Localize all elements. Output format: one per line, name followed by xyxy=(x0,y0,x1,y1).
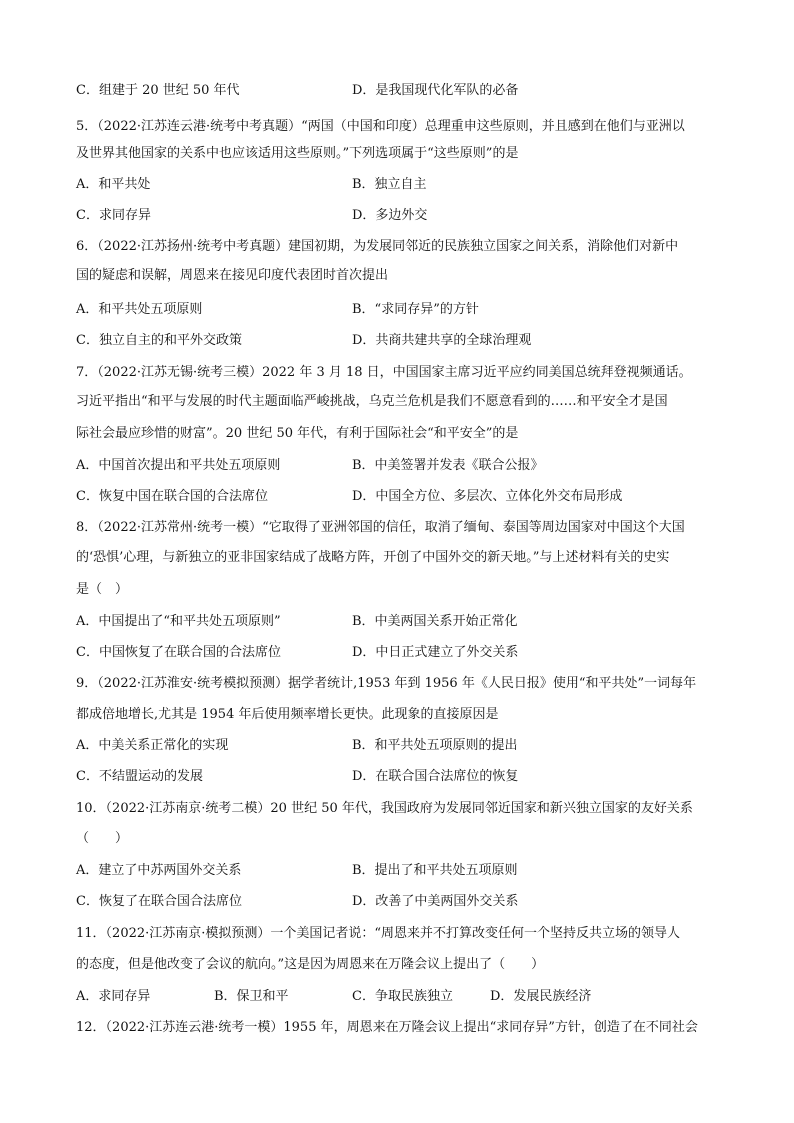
option-c: C．中国恢复了在联合国的合法席位 xyxy=(76,645,281,660)
option-c: C．争取民族独立 xyxy=(352,989,453,1004)
option-c: C．恢复中国在联合国的合法席位 xyxy=(76,489,268,504)
option-d: D．发展民族经济 xyxy=(490,989,592,1004)
question-8-options-cd xyxy=(76,644,736,662)
question-11-stem: 11．（2022·江苏南京·模拟预测）一个美国记者说：“周恩来并不打算改变任何一个坚持反共立场的领导人 xyxy=(76,926,681,941)
option-b: B．独立自主 xyxy=(352,177,427,192)
question-10-stem: 10．（2022·江苏南京·统考二模）20 世纪 50 年代，我国政府为发展同邻近国家和新兴独立国家的友好关系 xyxy=(76,801,693,816)
question-5-options-cd xyxy=(76,207,736,225)
option-a: A．和平共处 xyxy=(76,177,151,192)
question-6-stem: 6．（2022·江苏扬州·统考中考真题）建国初期，为发展同邻近的民族独立国家之间关系，消除他们对新中 xyxy=(76,239,679,254)
question-7-stem-cont: 习近平指出“和平与发展的时代主题面临严峻挑战，乌克兰危机是我们不愿意看到的……和平安全才是国 xyxy=(76,394,668,409)
question-7-stem: 7．（2022·江苏无锡·统考三模）2022 年 3 月 18 日，中国国家主席习近平应约同美国总统拜登视频通话。 xyxy=(76,365,692,380)
question-5-stem-cont: 及世界其他国家的关系中也应该适用这些原则。”下列选项属于“这些原则”的是 xyxy=(76,146,519,161)
option-d: D．共商共建共享的全球治理观 xyxy=(352,333,532,348)
question-12-stem: 12．（2022·江苏连云港·统考一模）1955 年，周恩来在万隆会议上提出“求同存异”方针，创造了在不同社会 xyxy=(76,1020,698,1035)
option-b: B．提出了和平共处五项原则 xyxy=(352,863,518,878)
question-7-stem-cont: 际社会最应珍惜的财富”。20 世纪 50 年代，有利于国际社会“和平安全”的是 xyxy=(76,426,519,441)
option-d: D．是我国现代化军队的必备 xyxy=(352,83,519,98)
question-8-stem-cont: 的‘恐惧’心理，与新独立的亚非国家结成了战略方阵，开创了中国外交的新天地。”与上述材料有关的史实 xyxy=(76,550,670,565)
option-a: A．建立了中苏两国外交关系 xyxy=(76,863,242,878)
option-a: A．中美关系正常化的实现 xyxy=(76,738,229,753)
option-c: C．求同存异 xyxy=(76,208,151,223)
option-a: A．中国提出了“和平共处五项原则” xyxy=(76,614,281,629)
option-b: B．中美签署并发表《联合公报》 xyxy=(352,458,544,473)
question-11-stem-cont: 的态度，但是他改变了会议的航向。”这是因为周恩来在万隆会议上提出了（ ） xyxy=(76,957,545,972)
option-b: B．保卫和平 xyxy=(214,989,289,1004)
option-d: D．改善了中美两国外交关系 xyxy=(352,894,519,909)
option-a: A．和平共处五项原则 xyxy=(76,302,203,317)
question-10-options-ab xyxy=(76,862,736,880)
option-b: B．中美两国关系开始正常化 xyxy=(352,614,518,629)
question-11-options xyxy=(76,988,736,1006)
question-6-stem-cont: 国的疑虑和误解，周恩来在接见印度代表团时首次提出 xyxy=(76,268,389,283)
option-c: C．组建于 20 世纪 50 年代 xyxy=(76,83,240,98)
option-c: C．恢复了在联合国合法席位 xyxy=(76,894,242,909)
option-d: D．中国全方位、多层次、立体化外交布局形成 xyxy=(352,489,623,504)
question-10-options-cd xyxy=(76,893,736,911)
question-6-options-cd xyxy=(76,332,736,350)
option-a: A．中国首次提出和平共处五项原则 xyxy=(76,458,281,473)
question-7-options-cd xyxy=(76,488,736,506)
option-c: C．不结盟运动的发展 xyxy=(76,769,203,784)
question-5-options-ab xyxy=(76,176,736,194)
question-9-stem: 9．（2022·江苏淮安·统考模拟预测）据学者统计,1953 年到 1956 年《人民日报》使用“和平共处”一词每年 xyxy=(76,676,697,691)
option-d: D．中日正式建立了外交关系 xyxy=(352,645,519,660)
question-9-options-cd xyxy=(76,768,736,786)
question-6-options-ab xyxy=(76,301,736,319)
option-b: B．“求同存异”的方针 xyxy=(352,302,479,317)
question-10-stem-cont: （ ） xyxy=(76,831,129,846)
option-d: D．多边外交 xyxy=(352,208,428,223)
option-b: B．和平共处五项原则的提出 xyxy=(352,738,518,753)
question-8-stem: 8．（2022·江苏常州·统考一模）“它取得了亚洲邻国的信任，取消了缅甸、泰国等周边国家对中国这个大国 xyxy=(76,520,685,535)
option-a: A．求同存异 xyxy=(76,989,151,1004)
question-9-options-ab xyxy=(76,737,736,755)
option-row xyxy=(76,82,736,100)
question-5-stem: 5．（2022·江苏连云港·统考中考真题）“两国（中国和印度）总理重申这些原则，并且感到在他们与亚洲以 xyxy=(76,119,685,134)
question-9-stem-cont: 都成倍地增长,尤其是 1954 年后使用频率增长更快。此现象的直接原因是 xyxy=(76,707,499,722)
option-d: D．在联合国合法席位的恢复 xyxy=(352,769,519,784)
question-8-options-ab xyxy=(76,613,736,631)
option-c: C．独立自主的和平外交政策 xyxy=(76,333,242,348)
question-7-options-ab xyxy=(76,457,736,475)
question-8-stem-cont: 是（ ） xyxy=(76,582,129,597)
